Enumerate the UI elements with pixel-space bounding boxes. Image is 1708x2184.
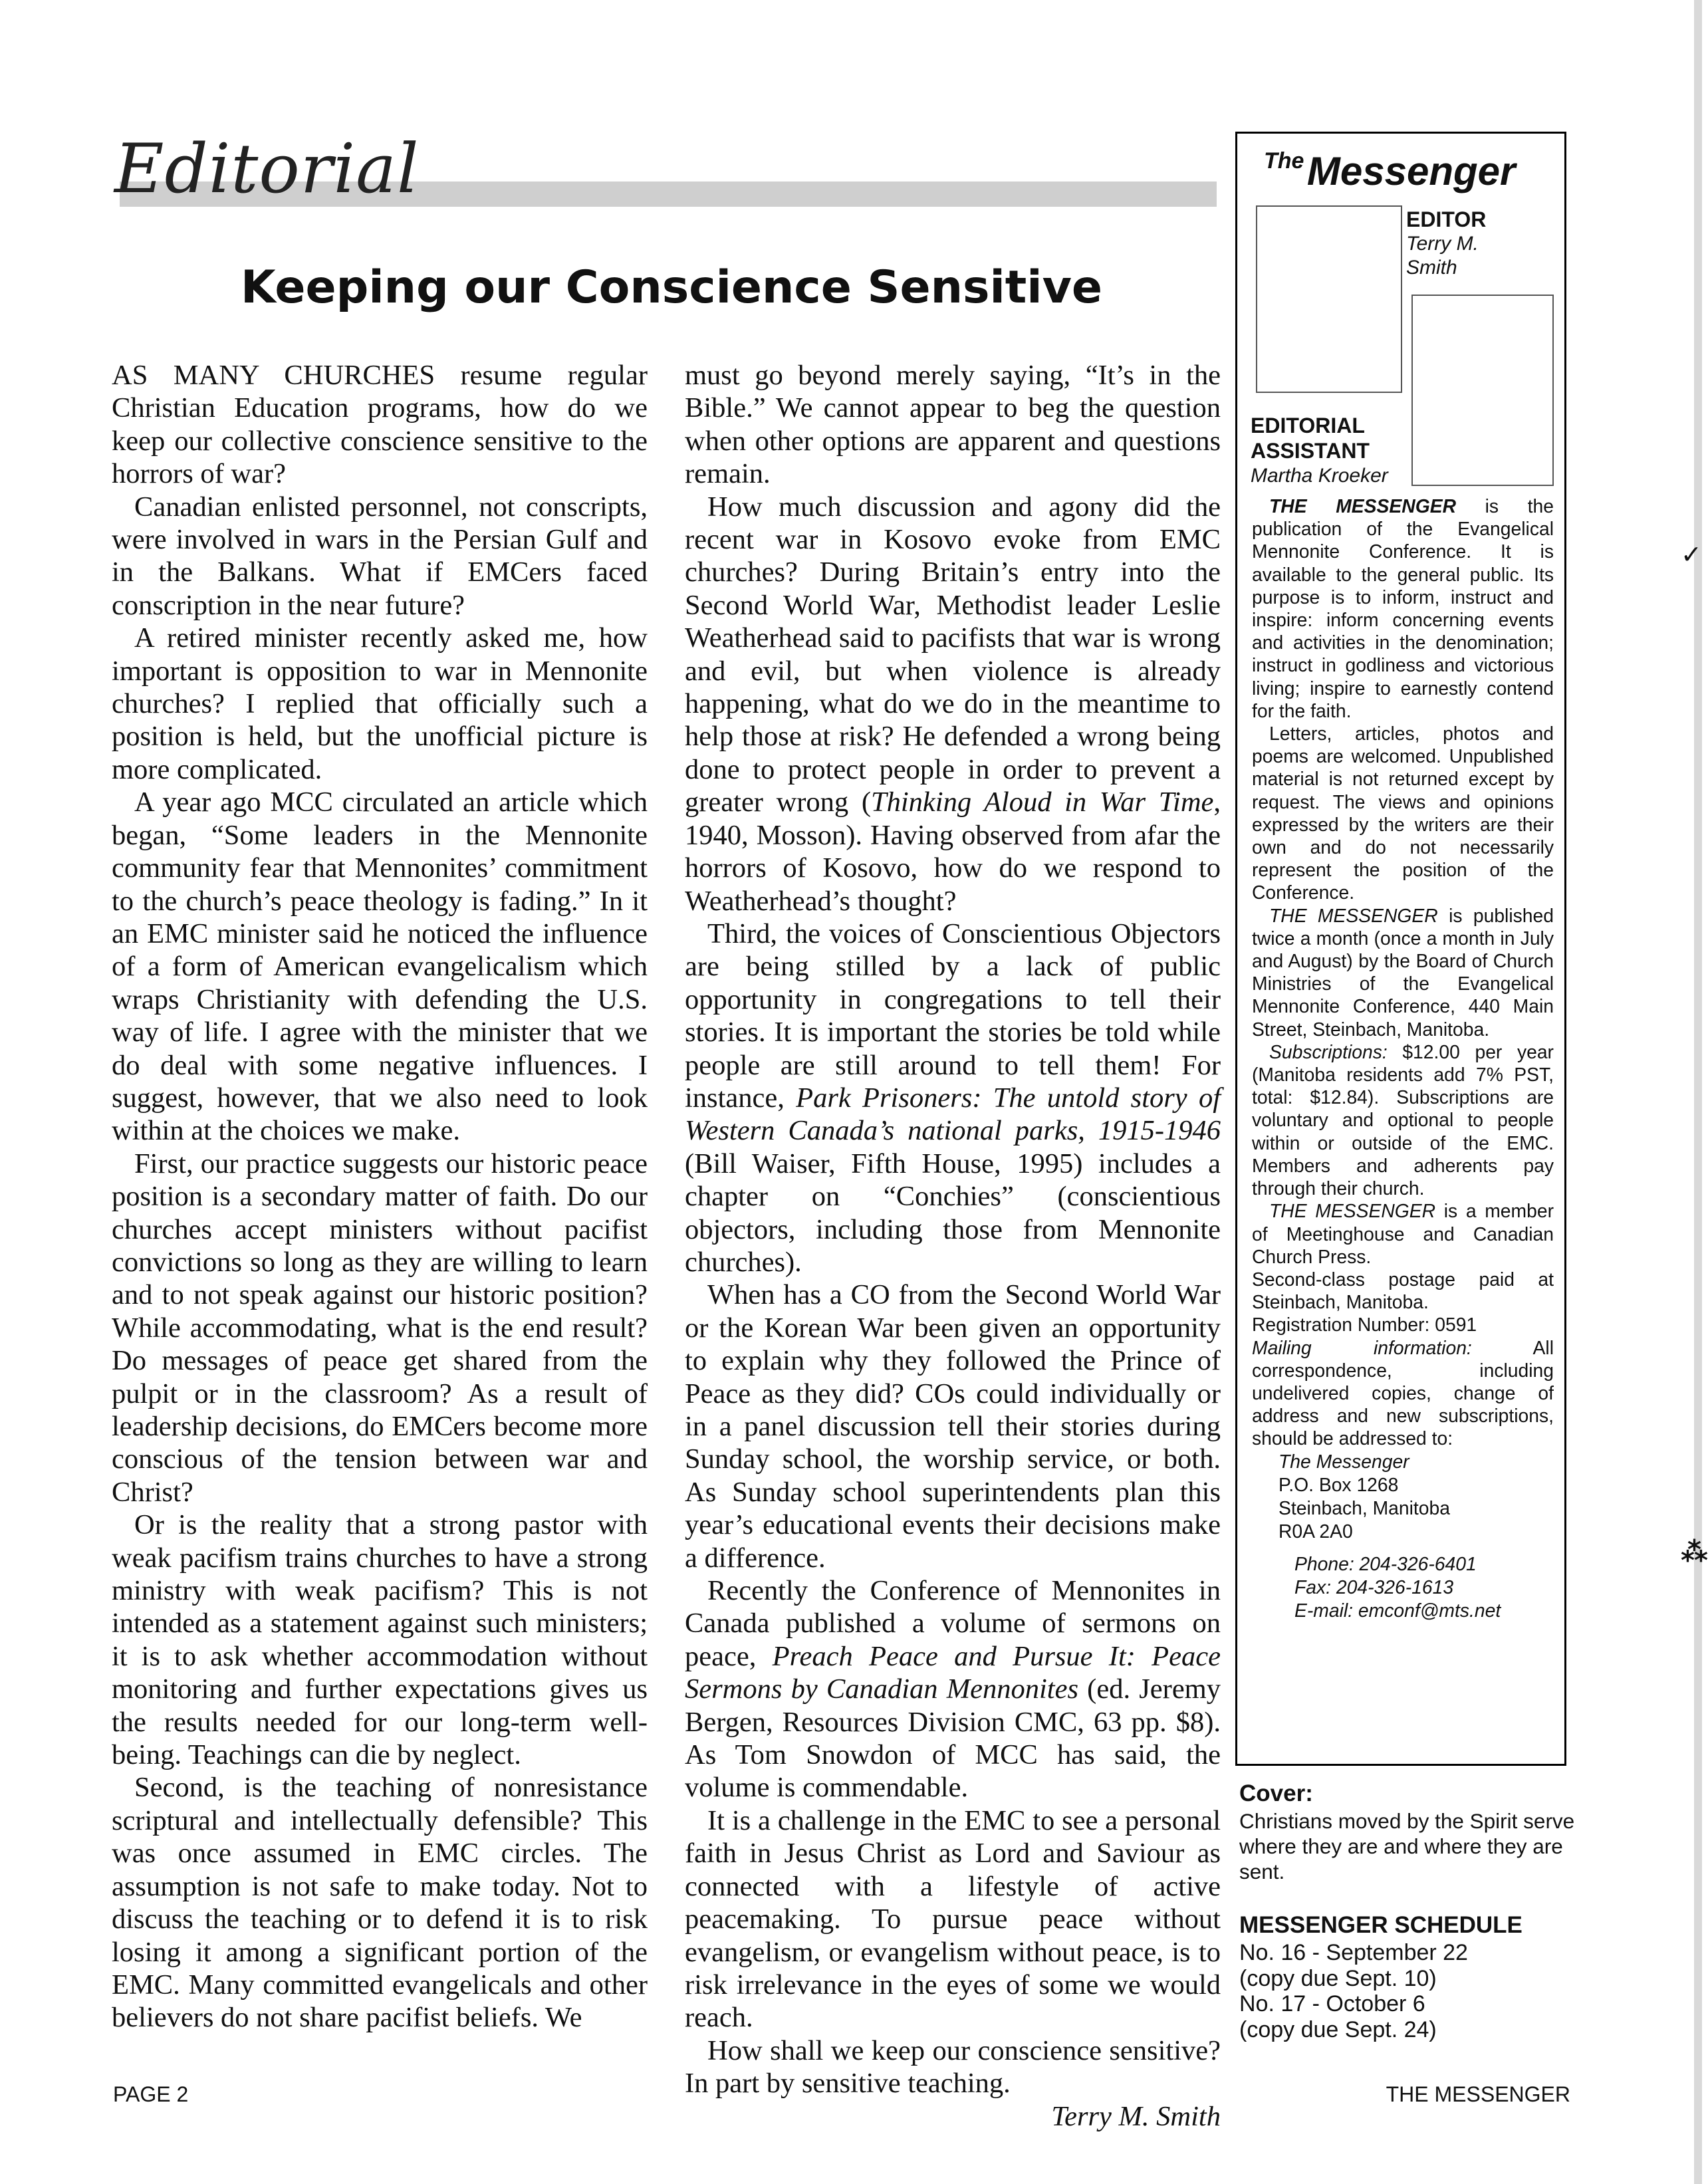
page-edge-shadow xyxy=(1694,0,1702,2184)
article-paragraph: How much discussion and agony did the recent war in Kosovo evoke from EMC churches? During Britain’s entry into the Second World War, Methodist leader Leslie Weatherhead said to pacifists that war is wrong and evil, but when violence is already happening, what do we do in the meantime to help those at risk? He defended a wrong being done to protect people in order to prevent a greater wrong (Thinking Aloud in War Time, 1940, Mosson). Having observed from afar the horrors of Kosovo, how do we respond to Weatherhead’s thought? xyxy=(685,491,1221,917)
book-title: Park Prisoners: The untold story of Western Canada’s national parks, 1915-1946 xyxy=(685,1082,1221,1147)
editor-name: Terry M. Smith xyxy=(1406,233,1479,279)
assistant-photo xyxy=(1411,295,1554,486)
margin-mark: ✓ xyxy=(1681,540,1702,569)
author-signature: Terry M. Smith xyxy=(1051,2100,1221,2132)
info-paragraph: Second-class postage paid at Steinbach, Manitoba. xyxy=(1252,1268,1554,1313)
article-paragraph: How shall we keep our conscience sensitive? In part by sensitive teaching. xyxy=(685,2034,1221,2100)
schedule-item: (copy due Sept. 10) xyxy=(1239,1965,1437,1991)
margin-mark: ⁂ xyxy=(1681,1537,1708,1568)
article-paragraph: Recently the Conference of Mennonites in Canada published a volume of sermons on peace, Preach Peace and Pursue It: Peace Sermons by Canadian Mennonites (ed. Jeremy Bergen, Resources Division CMC, 63 pp. $8). As Tom Snowdon of MCC has said, the volume is commendable. xyxy=(685,1575,1221,1804)
email-address: E-mail: emconf@mts.net xyxy=(1294,1599,1501,1621)
book-title: Preach Peace and Pursue It: Peace Sermons by Canadian Mennonites xyxy=(685,1640,1221,1705)
article-column-2 xyxy=(685,359,1221,2133)
assistant-name: Martha Kroeker xyxy=(1251,465,1388,487)
publication-info xyxy=(1252,495,1554,1622)
cover-heading: Cover: xyxy=(1239,1780,1313,1806)
article-paragraph: Third, the voices of Conscientious Objectors are being stilled by a lack of public opportunity in congregations to tell their stories. It is important the stories be told while people are still around to tell them! For instance, Park Prisoners: The untold story of Western Canada’s national parks, 1915-1946 (Bill Waiser, Fifth House, 1995) includes a chapter on “Conchies” (conscientious objectors, including those from Mennonite churches). xyxy=(685,917,1221,1278)
article-paragraph: When has a CO from the Second World War or the Korean War been given an opportunity to explain why they followed the Prince of Peace as they did? COs could individually or in a panel discussion tell their stories during Sunday school, the worship service, or both. As Sunday school superintendents plan this year’s educational events their decisions make a difference. xyxy=(685,1279,1221,1574)
schedule-heading: MESSENGER SCHEDULE xyxy=(1239,1912,1523,1938)
masthead-box xyxy=(1235,132,1566,1766)
article-column-1 xyxy=(112,359,648,2034)
article-paragraph: Canadian enlisted personnel, not conscripts, were involved in wars in the Persian Gulf and in the Balkans. What if EMCers faced conscription in the near future? xyxy=(112,491,648,621)
editor-photo xyxy=(1256,205,1402,393)
section-heading: Editorial xyxy=(114,130,420,209)
fax-number: Fax: 204-326-1613 xyxy=(1294,1576,1454,1598)
schedule-list xyxy=(1239,1940,1572,2042)
page-number: PAGE 2 xyxy=(113,2082,189,2106)
mailing-address: The Messenger P.O. Box 1268 Steinbach, Manitoba R0A 2A0 xyxy=(1279,1450,1450,1542)
article-paragraph: It is a challenge in the EMC to see a personal faith in Jesus Christ as Lord and Saviour as connected with a lifestyle of active peacemaking. To pursue peace without evangelism, or evangelism without peace, is to risk irrelevance in the eyes of some we would reach. xyxy=(685,1804,1221,2034)
schedule-item: (copy due Sept. 24) xyxy=(1239,2016,1437,2042)
info-paragraph: THE MESSENGER is a member of Meetinghouse and Canadian Church Press. xyxy=(1252,1200,1554,1267)
article-paragraph: A retired minister recently asked me, how important is opposition to war in Mennonite churches? I replied that officially such a position is held, but the unofficial picture is more complicated. xyxy=(112,622,648,785)
article-paragraph: Second, is the teaching of nonresistance scriptural and intellectually defensible? This was once assumed in EMC circles. The assumption is not safe to make today. Not to discuss the teaching or to defend it is to risk losing it among a significant portion of the EMC. Many committed evangelicals and other believers do not share pacifist beliefs. We xyxy=(112,1772,648,2034)
article-paragraph: A year ago MCC circulated an article which began, “Some leaders in the Mennonite community fear that Mennonites’ commitment to the church’s peace theology is fading.” In it an EMC minister said he noticed the influence of a form of American evangelicalism which wraps Christianity with defending the U.S. way of life. I agree with the minister that we do deal with some negative influences. I suggest, however, that we also need to look within at the choices we make. xyxy=(112,787,648,1147)
article-paragraph: AS MANY CHURCHES resume regular Christian Education programs, how do we keep our collective conscience sensitive to the horrors of war? xyxy=(112,360,648,490)
cover-caption: Christians moved by the Spirit serve where they are and where they are sent. xyxy=(1239,1809,1575,1883)
info-paragraph: Mailing information: All correspondence, including undelivered copies, change of address and new subscriptions, should be addressed to: xyxy=(1252,1336,1554,1449)
info-paragraph: Registration Number: 0591 xyxy=(1252,1314,1477,1336)
info-paragraph: Subscriptions: $12.00 per year (Manitoba residents add 7% PST, total: $12.84). Subscriptions are voluntary and optional to people within or outside of the EMC. Members and adherents pay through their church. xyxy=(1252,1040,1554,1199)
info-paragraph: Letters, articles, photos and poems are welcomed. Unpublished material is not returned except by request. The views and opinions expressed by the writers are their own and do not necessarily represent the position of the Conference. xyxy=(1252,723,1554,904)
info-paragraph: THE MESSENGER is the publication of the Evangelical Mennonite Conference. It is available to the general public. Its purpose is to inform, instruct and inspire: inform concerning events and activities in the denomination; instruct in godliness and victorious living; inspire to earnestly contend for the faith. xyxy=(1252,495,1554,721)
schedule-item: No. 16 - September 22 xyxy=(1239,1940,1468,1965)
book-title: Thinking Aloud in War Time xyxy=(870,787,1214,818)
info-paragraph: THE MESSENGER is published twice a month (once a month in July and August) by the Board of Church Ministries of the Evangelical Mennonite Conference, 440 Main Street, Steinbach, Manitoba. xyxy=(1252,904,1554,1040)
schedule-item: No. 17 - October 6 xyxy=(1239,1991,1425,2016)
masthead-logo: The Messenger xyxy=(1264,148,1516,193)
contact-info xyxy=(1252,1552,1554,1622)
publication-name: THE MESSENGER xyxy=(1386,2082,1570,2106)
article-paragraph: Or is the reality that a strong pastor with weak pacifism trains churches to have a strong ministry with weak pacifism? This is not intended as a statement against such ministers; it is to ask whether accommodation without monitoring and further expectations gives us the results needed for our long-term well-being. Teachings can die by neglect. xyxy=(112,1509,648,1771)
article-paragraph: must go beyond merely saying, “It’s in the Bible.” We cannot appear to beg the question when other options are apparent and questions remain. xyxy=(685,360,1221,490)
assistant-label: EDITORIAL ASSISTANT xyxy=(1251,414,1370,463)
article-title: Keeping our Conscience Sensitive xyxy=(240,261,1103,314)
phone-number: Phone: 204-326-6401 xyxy=(1294,1552,1477,1574)
article-paragraph: First, our practice suggests our historic peace position is a secondary matter of faith. Do our churches accept ministers without pacifist convictions so long as they are willing to learn and to not speak against our historic position? While accommodating, what is the end result? Do messages of peace get shared from the pulpit or in the classroom? As a result of leadership decisions, do EMCers become more conscious of the tension between war and Christ? xyxy=(112,1148,648,1508)
editor-label: EDITOR xyxy=(1406,207,1487,231)
